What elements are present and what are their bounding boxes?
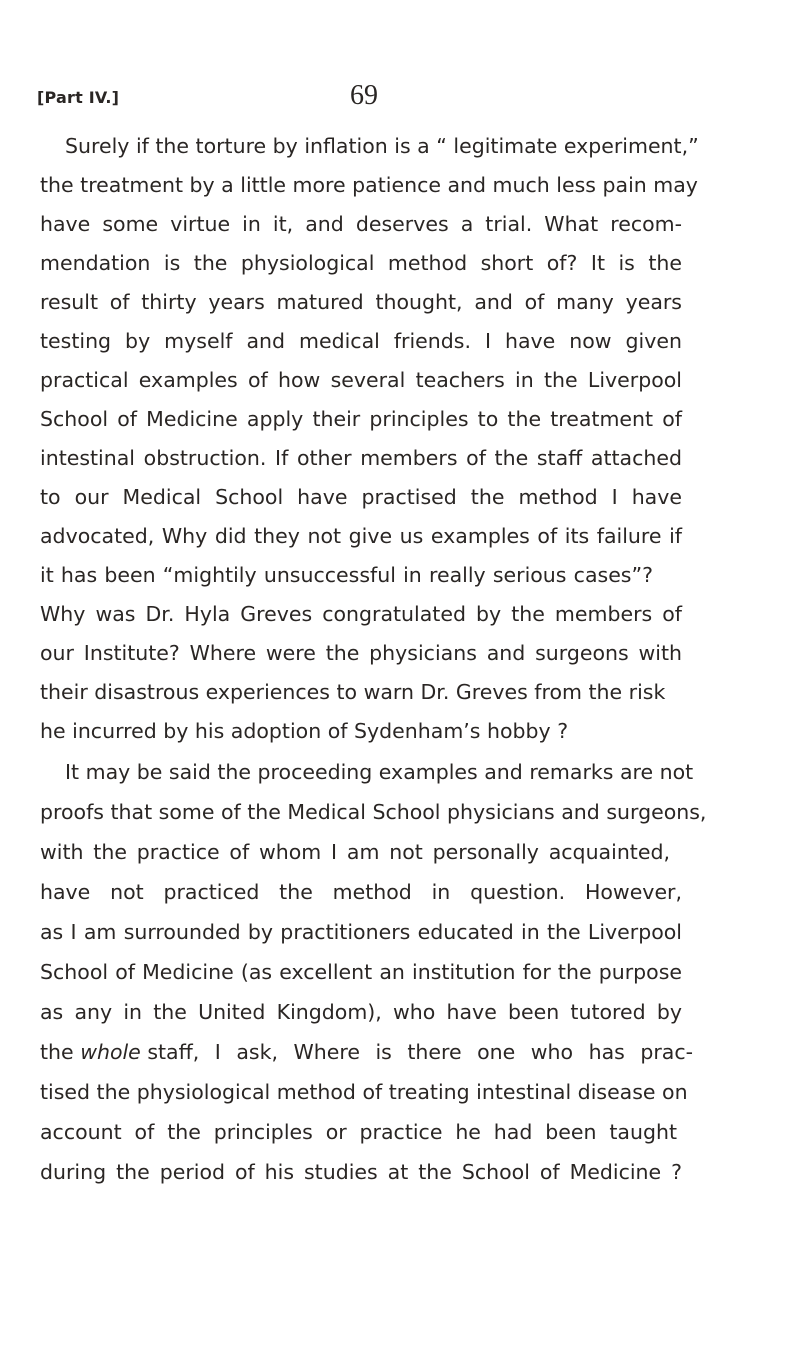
text-line: it has been “mightily unsuccessful in really serious cases”? xyxy=(40,563,653,587)
text-line: Surely if the torture by inflation is a “ legitimate experiment,” xyxy=(65,134,699,158)
text-line: School of Medicine apply their principles to the treatment of xyxy=(40,407,682,431)
text-line: our Institute? Where were the physicians and surgeons with xyxy=(40,641,682,665)
text-line: intestinal obstruction. If other members of the staff attached xyxy=(40,446,682,470)
text-line: mendation is the physiological method short of? It is the xyxy=(40,251,682,275)
text-line: testing by myself and medical friends. I have now given xyxy=(40,329,682,353)
text-line: School of Medicine (as excellent an institution for the purpose xyxy=(40,960,682,984)
emphasis-word: whole xyxy=(80,1040,141,1064)
text-line: to our Medical School have practised the method I have xyxy=(40,485,682,509)
text-line: he incurred by his adoption of Sydenham’s hobby ? xyxy=(40,719,569,743)
text-line: It may be said the proceeding examples and remarks are not xyxy=(65,760,694,784)
text-line: advocated, Why did they not give us examples of its failure if xyxy=(40,524,682,548)
text-line: during the period of his studies at the School of Medicine ? xyxy=(40,1160,682,1184)
text-line: Why was Dr. Hyla Greves congratulated by the members of xyxy=(40,602,682,626)
text-line: their disastrous experiences to warn Dr. Greves from the risk xyxy=(40,680,666,704)
text-line xyxy=(40,1039,694,1065)
text-fragment: the xyxy=(40,1040,74,1064)
text-line: account of the principles or practice he had been taught xyxy=(40,1120,677,1144)
text-line: proofs that some of the Medical School physicians and surgeons, xyxy=(40,800,707,824)
page-number: 69 xyxy=(350,80,378,111)
text-line: with the practice of whom I am not personally acquainted, xyxy=(40,840,670,864)
text-line: result of thirty years matured thought, and of many years xyxy=(40,290,682,314)
text-line: the treatment by a little more patience and much less pain may xyxy=(40,173,698,197)
text-line: have some virtue in it, and deserves a trial. What recom- xyxy=(40,212,682,236)
text-fragment: staff, I ask, Where is there one who has prac- xyxy=(147,1040,694,1064)
text-line: as any in the United Kingdom), who have been tutored by xyxy=(40,1000,682,1024)
text-line: tised the physiological method of treating intestinal disease on xyxy=(40,1080,688,1104)
text-line: practical examples of how several teachers in the Liverpool xyxy=(40,368,682,392)
running-header-part: [Part IV.] xyxy=(37,88,120,107)
text-line: have not practiced the method in question. However, xyxy=(40,880,682,904)
text-line: as I am surrounded by practitioners educated in the Liverpool xyxy=(40,920,682,944)
